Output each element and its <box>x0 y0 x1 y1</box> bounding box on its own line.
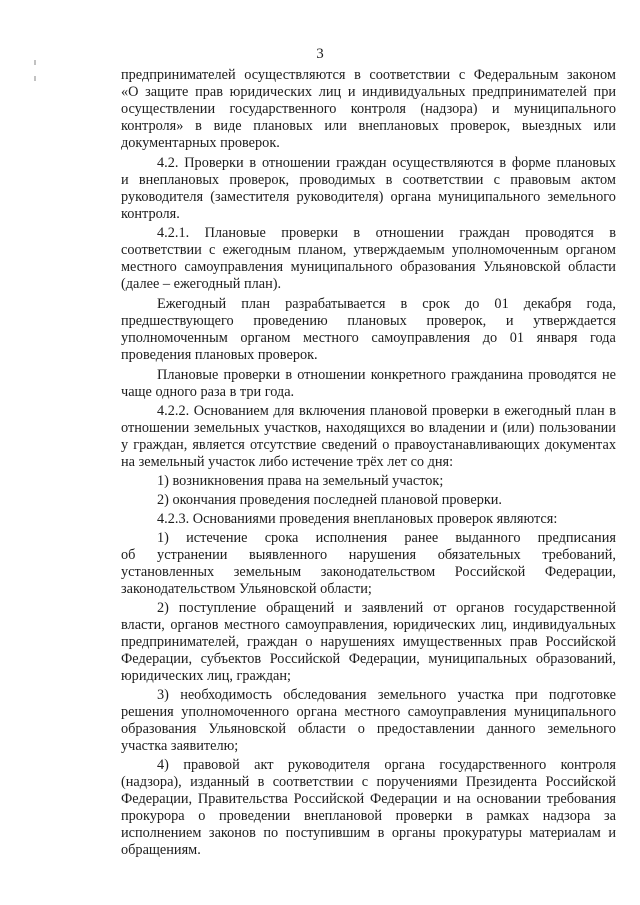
word: и <box>490 420 498 436</box>
word: утверждаемым <box>353 242 445 258</box>
word: изданный <box>190 774 250 790</box>
paragraph-line <box>121 420 616 437</box>
word: в <box>499 155 507 171</box>
word: план <box>241 296 271 312</box>
word: проведению <box>253 313 328 329</box>
word: и <box>491 101 500 117</box>
word: самоуправления <box>371 330 471 346</box>
list-item-line <box>121 564 616 581</box>
word: документах <box>544 437 616 453</box>
word: при <box>593 84 616 100</box>
word: о <box>305 634 313 650</box>
word: лиц, <box>481 617 508 633</box>
word: правовой <box>183 757 240 773</box>
word: плановых <box>253 118 313 134</box>
word: земельным <box>233 564 302 580</box>
word: отсутствие <box>249 437 317 453</box>
word: подготовке <box>548 687 616 703</box>
word: граждан <box>247 634 298 650</box>
list-item-line <box>121 634 616 651</box>
word: Российской <box>293 791 365 807</box>
word: в <box>385 172 393 188</box>
word: осуществлении <box>121 101 216 117</box>
word: обращений <box>266 600 335 616</box>
word: лиц <box>318 84 342 100</box>
word: (надзора), <box>121 774 182 790</box>
list-item-line <box>157 687 616 704</box>
word: планом, <box>298 242 347 258</box>
word: Федерации, <box>544 564 616 580</box>
word: 4.2. <box>157 155 179 171</box>
word: конкретного <box>370 367 446 383</box>
word: в <box>465 808 473 824</box>
word: Ульяновской <box>208 721 286 737</box>
word: января <box>536 330 578 346</box>
paragraph-line: (далее – ежегодный план). <box>121 276 282 292</box>
word: участка <box>457 687 504 703</box>
word: устранении <box>157 547 228 563</box>
word: контроля <box>350 101 407 117</box>
word: отношении <box>297 367 366 383</box>
word: Правительства <box>197 791 288 807</box>
word: Российской <box>454 564 526 580</box>
word: земельного <box>547 189 616 205</box>
word: форме <box>511 155 551 171</box>
paragraph-line: проведения плановых проверок. <box>121 347 318 363</box>
word: проверок, <box>426 313 487 329</box>
word: Российской <box>545 634 616 650</box>
word: ежегодным <box>222 242 291 258</box>
paragraph-heading-4-2-3: 4.2.3. Основаниями проведения внеплановых проверок являются: <box>157 511 558 527</box>
list-item-line <box>157 600 616 617</box>
word: на <box>456 791 471 807</box>
word: (или) <box>502 420 535 436</box>
word: с <box>493 172 501 188</box>
word: срок <box>422 296 450 312</box>
word: граждан <box>336 155 387 171</box>
word: до <box>482 330 498 346</box>
word: нарушения <box>348 547 417 563</box>
word: соответствии <box>369 67 451 83</box>
paragraph-line <box>121 259 616 276</box>
word: в <box>493 403 500 419</box>
word: разрабатывается <box>285 296 386 312</box>
word: и <box>347 84 356 100</box>
word: местного <box>121 259 177 275</box>
word: отношении <box>261 155 331 171</box>
word: по <box>263 825 279 841</box>
word: за <box>603 808 616 824</box>
word: правовым <box>510 172 571 188</box>
paragraph-line <box>121 118 616 135</box>
paragraph-line <box>121 101 616 118</box>
word: о <box>357 721 365 737</box>
paragraph-line: чаще одного раза в три года. <box>121 384 295 400</box>
word: проводятся <box>528 367 597 383</box>
word: муниципального <box>290 259 393 275</box>
word: в <box>249 155 257 171</box>
word: образований, <box>535 651 616 667</box>
word: органов <box>170 617 219 633</box>
word: руководителя <box>121 189 204 205</box>
word: власти, <box>121 617 165 633</box>
word: решения <box>121 704 174 720</box>
word: в <box>353 225 361 241</box>
list-item-line <box>121 704 616 721</box>
word: соответствии <box>272 774 354 790</box>
word: Основанием <box>193 403 269 419</box>
word: данного <box>486 721 536 737</box>
word: Ульяновской <box>483 259 561 275</box>
word: внеплановых <box>358 118 439 134</box>
paragraph-line <box>121 172 616 189</box>
word: плановой <box>369 403 428 419</box>
word: области <box>297 721 346 737</box>
word: прав <box>195 84 223 100</box>
word: плановых <box>556 155 616 171</box>
word: Федерации, <box>121 791 193 807</box>
word: декабря <box>523 296 572 312</box>
word: гражданина <box>451 367 524 383</box>
word: у <box>121 437 129 453</box>
word: ранее <box>404 530 439 546</box>
word: истечение <box>186 530 248 546</box>
word: предоставлении <box>376 721 475 737</box>
word: Российской <box>269 651 341 667</box>
paragraph-line: документарных проверок. <box>121 135 280 151</box>
paragraph-line <box>121 242 616 259</box>
word: не <box>601 367 616 383</box>
word: законов <box>208 825 256 841</box>
word: 4.2.1. <box>157 225 190 241</box>
list-item-line: участка заявителю; <box>121 738 239 754</box>
word: при <box>515 687 538 703</box>
word: предпринимателей <box>472 84 587 100</box>
word: акт <box>254 757 274 773</box>
word: с <box>458 67 466 83</box>
word: проверок, <box>450 118 511 134</box>
word: проверок, <box>229 172 290 188</box>
word: и <box>443 791 451 807</box>
page-number: 3 <box>316 46 324 62</box>
word: законодательством <box>320 564 436 580</box>
word: правоустанавливающих <box>394 437 540 453</box>
word: поступление <box>178 600 257 616</box>
word: исполнения <box>315 530 388 546</box>
word: предпринимателей, <box>121 634 240 650</box>
word: выездных <box>521 118 582 134</box>
word: года <box>590 330 616 346</box>
word: уполномоченным <box>121 330 228 346</box>
paragraph-line <box>157 367 616 384</box>
word: (надзора) <box>420 101 478 117</box>
paragraph-line <box>121 67 616 84</box>
word: (заместителя <box>210 189 290 205</box>
word: уполномоченного <box>181 704 290 720</box>
word: предшествующего <box>121 313 234 329</box>
word: плановых <box>347 313 407 329</box>
word: самоуправления, <box>285 617 388 633</box>
word: органом <box>565 242 616 258</box>
word: поступившим <box>285 825 371 841</box>
word: соответствии <box>402 172 484 188</box>
list-item-line <box>121 617 616 634</box>
word: находящихся <box>325 420 406 436</box>
list-item-line: 1) возникновения права на земельный участок; <box>157 473 444 489</box>
word: и <box>608 825 616 841</box>
list-item-line <box>121 721 616 738</box>
word: виде <box>213 118 242 134</box>
word: Федерации <box>369 791 438 807</box>
list-item-line: обращениям. <box>121 842 201 858</box>
word: в <box>609 403 616 419</box>
word: требований, <box>542 547 616 563</box>
word: в <box>609 225 616 241</box>
word: прокурора <box>121 808 185 824</box>
word: утверждается <box>533 313 616 329</box>
word: сведений <box>321 437 378 453</box>
word: отношении <box>121 420 190 436</box>
paragraph-line <box>121 330 616 347</box>
word: актом <box>580 172 616 188</box>
word: об <box>121 547 136 563</box>
word: установленных <box>121 564 215 580</box>
list-item-line <box>121 651 616 668</box>
word: имущественных <box>402 634 502 650</box>
word: органа <box>296 704 338 720</box>
word: 1) <box>157 530 169 546</box>
word: осуществляются <box>244 67 346 83</box>
word: отношении <box>375 225 444 241</box>
word: защите <box>145 84 189 100</box>
list-item-line <box>121 774 616 791</box>
word: предпринимателей <box>121 67 236 83</box>
list-item-line: 2) окончания проведения последней плановой проверки. <box>157 492 503 508</box>
list-item-line <box>157 530 616 547</box>
word: прав <box>509 634 538 650</box>
word: внеплановых <box>138 172 220 188</box>
word: заявлений <box>361 600 424 616</box>
list-item-line <box>121 808 616 825</box>
list-item-line <box>121 825 616 842</box>
word: образования <box>400 259 476 275</box>
word: до <box>464 296 480 312</box>
list-item-line <box>121 547 616 564</box>
paragraph-line <box>121 437 616 454</box>
word: в <box>354 67 361 83</box>
word: органом <box>240 330 291 346</box>
word: осуществляются <box>392 155 494 171</box>
word: земельного <box>377 687 447 703</box>
word: муниципального <box>513 704 616 720</box>
word: юридических <box>229 84 313 100</box>
paragraph-heading-4-2 <box>157 155 616 172</box>
word: земельного <box>547 721 616 737</box>
word: от <box>433 600 447 616</box>
paragraph-line <box>121 189 616 206</box>
word: с <box>361 774 369 790</box>
word: Федерации, <box>121 651 193 667</box>
list-item-line <box>121 791 616 808</box>
word: включения <box>298 403 366 419</box>
word: самоуправления <box>407 704 507 720</box>
word: Федеральным <box>473 67 559 83</box>
paragraph-heading-4-2-1 <box>157 225 616 242</box>
word: муниципального <box>513 101 616 117</box>
word: выявленного <box>249 547 328 563</box>
paragraph-line: контроля. <box>121 206 180 222</box>
word: и <box>505 313 514 329</box>
word: или <box>324 118 347 134</box>
word: руководителя) <box>296 189 384 205</box>
word: Плановые <box>204 225 266 241</box>
word: нарушениях <box>320 634 395 650</box>
word: во <box>410 420 424 436</box>
word: местного <box>303 330 359 346</box>
list-item-line: юридических лиц, граждан; <box>121 668 292 684</box>
word: в <box>400 296 408 312</box>
word: местного <box>344 704 401 720</box>
word: проверки <box>431 403 489 419</box>
word: о <box>382 437 390 453</box>
word: образования <box>121 721 197 737</box>
list-item-line <box>157 757 616 774</box>
word: владении <box>428 420 486 436</box>
word: местного <box>223 617 280 633</box>
word: Плановые <box>157 367 219 383</box>
word: Президента <box>465 774 538 790</box>
word: требования <box>546 791 616 807</box>
word: граждан <box>459 225 510 241</box>
word: органы <box>391 825 436 841</box>
word: 01 <box>509 330 525 346</box>
word: для <box>273 403 295 419</box>
word: органа <box>384 757 425 773</box>
paragraph-line <box>121 84 616 101</box>
word: прокуратуры <box>443 825 523 841</box>
word: или <box>593 118 616 134</box>
word: 2) <box>157 600 169 616</box>
word: муниципальных <box>428 651 528 667</box>
word: соответствии <box>121 242 202 258</box>
word: проводятся <box>525 225 594 241</box>
word: поручениями <box>376 774 458 790</box>
word: обследования <box>283 687 367 703</box>
word: государственного <box>229 101 337 117</box>
word: уполномоченным <box>451 242 559 258</box>
list-item-line: законодательством Ульяновской области; <box>121 581 372 597</box>
word: рамках <box>486 808 530 824</box>
word: план <box>575 403 605 419</box>
word: о <box>198 808 206 824</box>
word: с <box>209 242 216 258</box>
word: года, <box>586 296 616 312</box>
word: контроля» <box>121 118 184 134</box>
word: в <box>195 118 202 134</box>
word: обязательных <box>437 547 521 563</box>
word: участков, <box>264 420 322 436</box>
word: 01 <box>494 296 509 312</box>
word: внеплановой <box>303 808 383 824</box>
word: 4.2.2. <box>157 403 190 419</box>
word: и <box>344 600 352 616</box>
word: материалам <box>529 825 601 841</box>
word: органов <box>456 600 505 616</box>
word: исполнением <box>121 825 202 841</box>
word: проверки <box>395 808 453 824</box>
word: контроля <box>560 757 616 773</box>
word: органа <box>390 189 432 205</box>
word: «О <box>121 84 139 100</box>
paragraph-heading-4-2-2 <box>157 403 616 420</box>
word: выданного <box>455 530 521 546</box>
word: надзора <box>542 808 591 824</box>
word: срока <box>264 530 299 546</box>
word: Федерации, <box>348 651 420 667</box>
word: предписания <box>537 530 616 546</box>
word: и <box>121 172 129 188</box>
paragraph-line: на земельный участок либо истечение трёх лет со дня: <box>121 454 454 470</box>
word: земельных <box>194 420 260 436</box>
word: в <box>285 367 293 383</box>
word: индивидуальных <box>362 84 466 100</box>
word: в <box>377 825 385 841</box>
paragraph-line <box>157 296 616 313</box>
word: 3) <box>157 687 169 703</box>
word: 4) <box>157 757 169 773</box>
word: проведении <box>218 808 291 824</box>
word: руководителя <box>287 757 371 773</box>
word: юридических <box>393 617 476 633</box>
word: муниципального <box>438 189 541 205</box>
word: граждан, <box>133 437 188 453</box>
word: самоуправления <box>184 259 284 275</box>
word: в <box>257 774 265 790</box>
word: проверки <box>281 225 339 241</box>
word: необходимость <box>180 687 272 703</box>
word: ежегодный <box>504 403 572 419</box>
word: является <box>192 437 245 453</box>
word: Российской <box>545 774 616 790</box>
word: проводимых <box>299 172 376 188</box>
word: субъектов <box>200 651 262 667</box>
word: индивидуальных <box>512 617 616 633</box>
word: пользовании <box>539 420 616 436</box>
word: Ежегодный <box>157 296 227 312</box>
word: проверки <box>223 367 281 383</box>
word: области <box>568 259 616 275</box>
word: Проверки <box>184 155 244 171</box>
word: основании <box>476 791 542 807</box>
word: законом <box>567 67 616 83</box>
word: государственной <box>514 600 616 616</box>
paragraph-line <box>121 313 616 330</box>
word: государственного <box>439 757 547 773</box>
